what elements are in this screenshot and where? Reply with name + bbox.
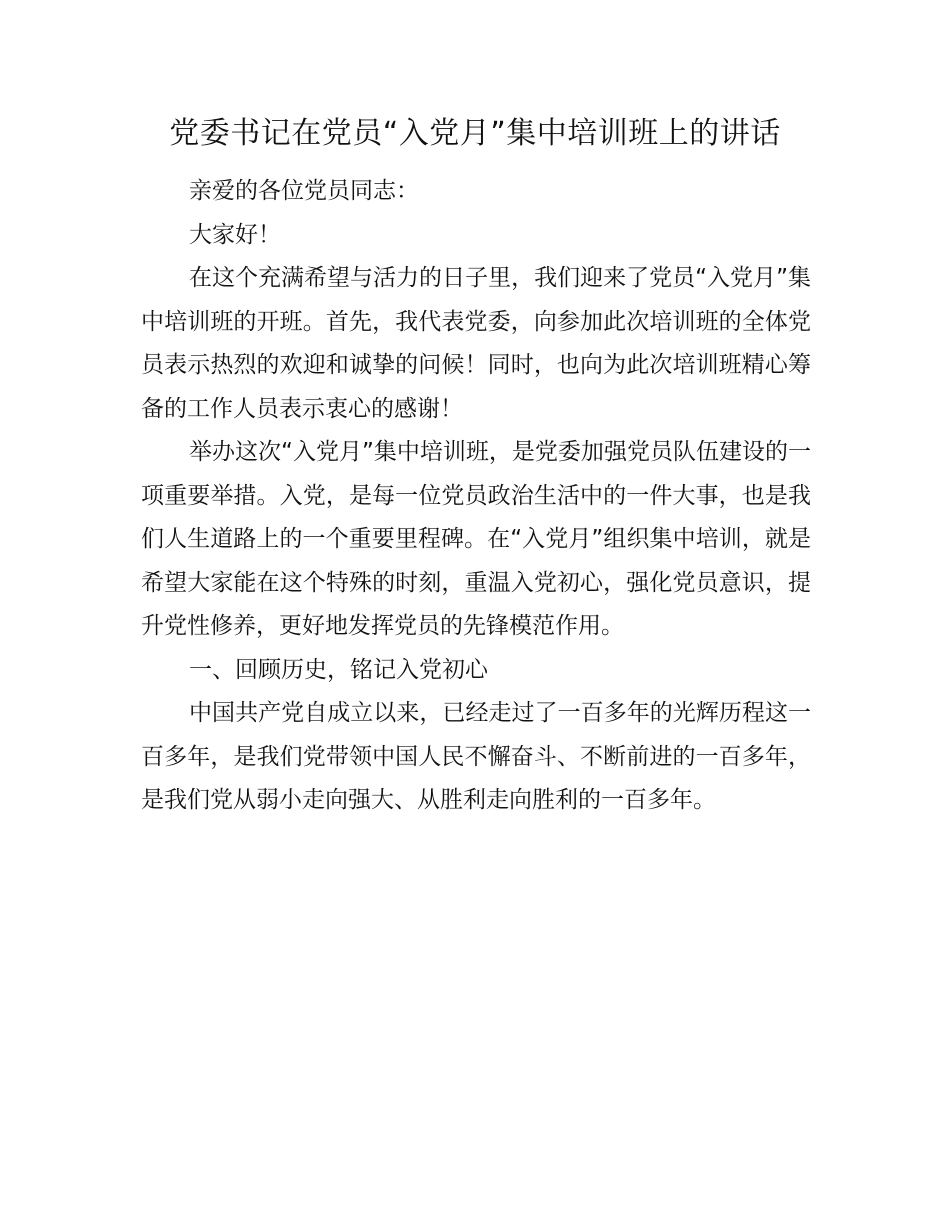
section-heading-1: 一、回顾历史，铭记入党初心 xyxy=(189,656,488,683)
paragraph-opening: 在这个充满希望与活力的日子里，我们迎来了党员“入党月”集中培训班的开班。首先，我代表党委，向参加此次培训班的全体党员表示热烈的欢迎和诚挚的问候！同时，也向为此次培训班精心筹备的工作人员表示衷心的感谢！ xyxy=(141,265,811,422)
salutation: 亲爱的各位党员同志： xyxy=(189,178,419,204)
document-title: 党委书记在党员“入党月”集中培训班上的讲话 xyxy=(169,116,781,151)
paragraph-purpose: 举办这次“入党月”集中培训班，是党委加强党员队伍建设的一项重要举措。入党，是每一位党员政治生活中的一件大事，也是我们人生道路上的一个重要里程碑。在“入党月”组织集中培训，就是希望大家能在这个特殊的时刻，重温入党初心，强化党员意识，提升党性修养，更好地发挥党员的先锋模范作用。 xyxy=(141,439,811,639)
paragraph-history: 中国共产党自成立以来，已经走过了一百多年的光辉历程这一百多年，是我们党带领中国人民不懈奋斗、不断前进的一百多年，是我们党从弱小走向强大、从胜利走向胜利的一百多年。 xyxy=(141,700,811,813)
greeting: 大家好！ xyxy=(189,221,281,248)
document-body xyxy=(141,170,811,823)
